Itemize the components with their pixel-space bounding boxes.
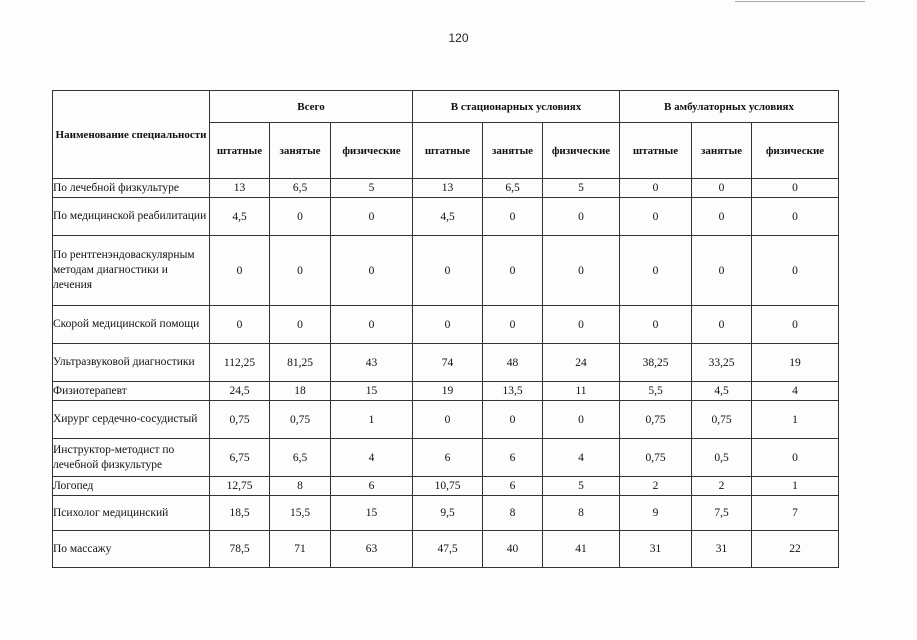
name-column-header: Наименование специальности: [53, 91, 210, 179]
cell-value: 5,5: [620, 382, 692, 401]
cell-value: 0: [543, 198, 620, 236]
subheader-staff: штатные: [620, 123, 692, 179]
cell-value: 0: [331, 306, 413, 344]
cell-value: 8: [483, 496, 543, 531]
group-header-outpatient: В амбулаторных условиях: [620, 91, 839, 123]
cell-value: 24,5: [210, 382, 270, 401]
cell-value: 0: [270, 198, 331, 236]
cell-value: 0: [692, 236, 752, 306]
cell-value: 13: [413, 179, 483, 198]
table-row: [53, 439, 839, 477]
cell-value: 0: [620, 236, 692, 306]
cell-value: 0: [752, 179, 839, 198]
cell-value: 7: [752, 496, 839, 531]
subheader-occupied: занятые: [692, 123, 752, 179]
table-row: [53, 477, 839, 496]
table-row: [53, 401, 839, 439]
cell-value: 4,5: [413, 198, 483, 236]
cell-value: 71: [270, 531, 331, 568]
cell-value: 0,75: [270, 401, 331, 439]
cell-value: 112,25: [210, 344, 270, 382]
cell-value: 0: [331, 198, 413, 236]
cell-value: 0: [413, 401, 483, 439]
cell-value: 5: [543, 477, 620, 496]
cell-value: 15: [331, 382, 413, 401]
group-header-inpatient: В стационарных условиях: [413, 91, 620, 123]
specialty-name: Логопед: [53, 477, 210, 496]
cell-value: 6,5: [270, 439, 331, 477]
cell-value: 0,75: [620, 401, 692, 439]
cell-value: 0: [543, 236, 620, 306]
cell-value: 19: [752, 344, 839, 382]
specialty-name: Физиотерапевт: [53, 382, 210, 401]
specialty-name: По лечебной физкультуре: [53, 179, 210, 198]
cell-value: 9,5: [413, 496, 483, 531]
cell-value: 63: [331, 531, 413, 568]
cell-value: 0: [752, 198, 839, 236]
cell-value: 43: [331, 344, 413, 382]
cell-value: 0: [413, 236, 483, 306]
cell-value: 48: [483, 344, 543, 382]
cell-value: 11: [543, 382, 620, 401]
cell-value: 74: [413, 344, 483, 382]
cell-value: 4: [752, 382, 839, 401]
cell-value: 4,5: [210, 198, 270, 236]
cell-value: 0: [210, 306, 270, 344]
table-row: [53, 236, 839, 306]
cell-value: 0: [331, 236, 413, 306]
cell-value: 0: [620, 179, 692, 198]
cell-value: 0: [692, 198, 752, 236]
specialty-name: Ультразвуковой диагностики: [53, 344, 210, 382]
table-row: [53, 179, 839, 198]
cell-value: 18,5: [210, 496, 270, 531]
cell-value: 6: [483, 439, 543, 477]
cell-value: 1: [752, 401, 839, 439]
cell-value: 13: [210, 179, 270, 198]
subheader-physical: физические: [543, 123, 620, 179]
cell-value: 38,25: [620, 344, 692, 382]
cell-value: 18: [270, 382, 331, 401]
table-row: [53, 531, 839, 568]
table-row: [53, 496, 839, 531]
cell-value: 0: [483, 236, 543, 306]
cell-value: 0: [413, 306, 483, 344]
cell-value: 6,5: [270, 179, 331, 198]
cell-value: 0: [270, 236, 331, 306]
cell-value: 0: [210, 236, 270, 306]
cell-value: 12,75: [210, 477, 270, 496]
cell-value: 0,75: [692, 401, 752, 439]
cell-value: 1: [752, 477, 839, 496]
specialty-name: Хирург сердечно-сосудистый: [53, 401, 210, 439]
cell-value: 0,75: [620, 439, 692, 477]
cell-value: 6,5: [483, 179, 543, 198]
cell-value: 6: [331, 477, 413, 496]
cell-value: 0: [752, 439, 839, 477]
cell-value: 41: [543, 531, 620, 568]
cell-value: 6: [483, 477, 543, 496]
scan-artifact-line: [735, 1, 865, 2]
specialty-name: Инструктор-методист по лечебной физкультуре: [53, 439, 210, 477]
cell-value: 0,5: [692, 439, 752, 477]
cell-value: 15,5: [270, 496, 331, 531]
cell-value: 0: [483, 306, 543, 344]
cell-value: 31: [620, 531, 692, 568]
table-row: [53, 306, 839, 344]
cell-value: 0: [752, 306, 839, 344]
cell-value: 8: [270, 477, 331, 496]
subheader-physical: физические: [331, 123, 413, 179]
cell-value: 0: [620, 198, 692, 236]
subheader-occupied: занятые: [270, 123, 331, 179]
cell-value: 0: [692, 179, 752, 198]
staffing-table: [52, 90, 839, 568]
cell-value: 2: [692, 477, 752, 496]
cell-value: 0: [543, 306, 620, 344]
specialty-name: Психолог медицинский: [53, 496, 210, 531]
cell-value: 40: [483, 531, 543, 568]
table-row: [53, 382, 839, 401]
cell-value: 0: [483, 198, 543, 236]
cell-value: 2: [620, 477, 692, 496]
cell-value: 6: [413, 439, 483, 477]
subheader-physical: физические: [752, 123, 839, 179]
cell-value: 6,75: [210, 439, 270, 477]
cell-value: 31: [692, 531, 752, 568]
cell-value: 0: [270, 306, 331, 344]
cell-value: 0: [692, 306, 752, 344]
cell-value: 4,5: [692, 382, 752, 401]
cell-value: 15: [331, 496, 413, 531]
table-row: [53, 344, 839, 382]
specialty-name: По медицинской реабилитации: [53, 198, 210, 236]
specialty-name: По рентгенэндоваскулярным методам диагностики и лечения: [53, 236, 210, 306]
cell-value: 1: [331, 401, 413, 439]
cell-value: 9: [620, 496, 692, 531]
cell-value: 0,75: [210, 401, 270, 439]
table-row: [53, 198, 839, 236]
cell-value: 81,25: [270, 344, 331, 382]
cell-value: 5: [331, 179, 413, 198]
cell-value: 0: [620, 306, 692, 344]
cell-value: 5: [543, 179, 620, 198]
cell-value: 13,5: [483, 382, 543, 401]
cell-value: 78,5: [210, 531, 270, 568]
cell-value: 0: [543, 401, 620, 439]
cell-value: 0: [483, 401, 543, 439]
page-number: 120: [448, 31, 469, 45]
cell-value: 8: [543, 496, 620, 531]
specialty-name: Скорой медицинской помощи: [53, 306, 210, 344]
cell-value: 7,5: [692, 496, 752, 531]
specialty-name: По массажу: [53, 531, 210, 568]
cell-value: 47,5: [413, 531, 483, 568]
subheader-occupied: занятые: [483, 123, 543, 179]
cell-value: 4: [543, 439, 620, 477]
cell-value: 33,25: [692, 344, 752, 382]
cell-value: 19: [413, 382, 483, 401]
cell-value: 24: [543, 344, 620, 382]
subheader-staff: штатные: [210, 123, 270, 179]
cell-value: 0: [752, 236, 839, 306]
cell-value: 22: [752, 531, 839, 568]
subheader-staff: штатные: [413, 123, 483, 179]
group-header-total: Всего: [210, 91, 413, 123]
cell-value: 4: [331, 439, 413, 477]
cell-value: 10,75: [413, 477, 483, 496]
